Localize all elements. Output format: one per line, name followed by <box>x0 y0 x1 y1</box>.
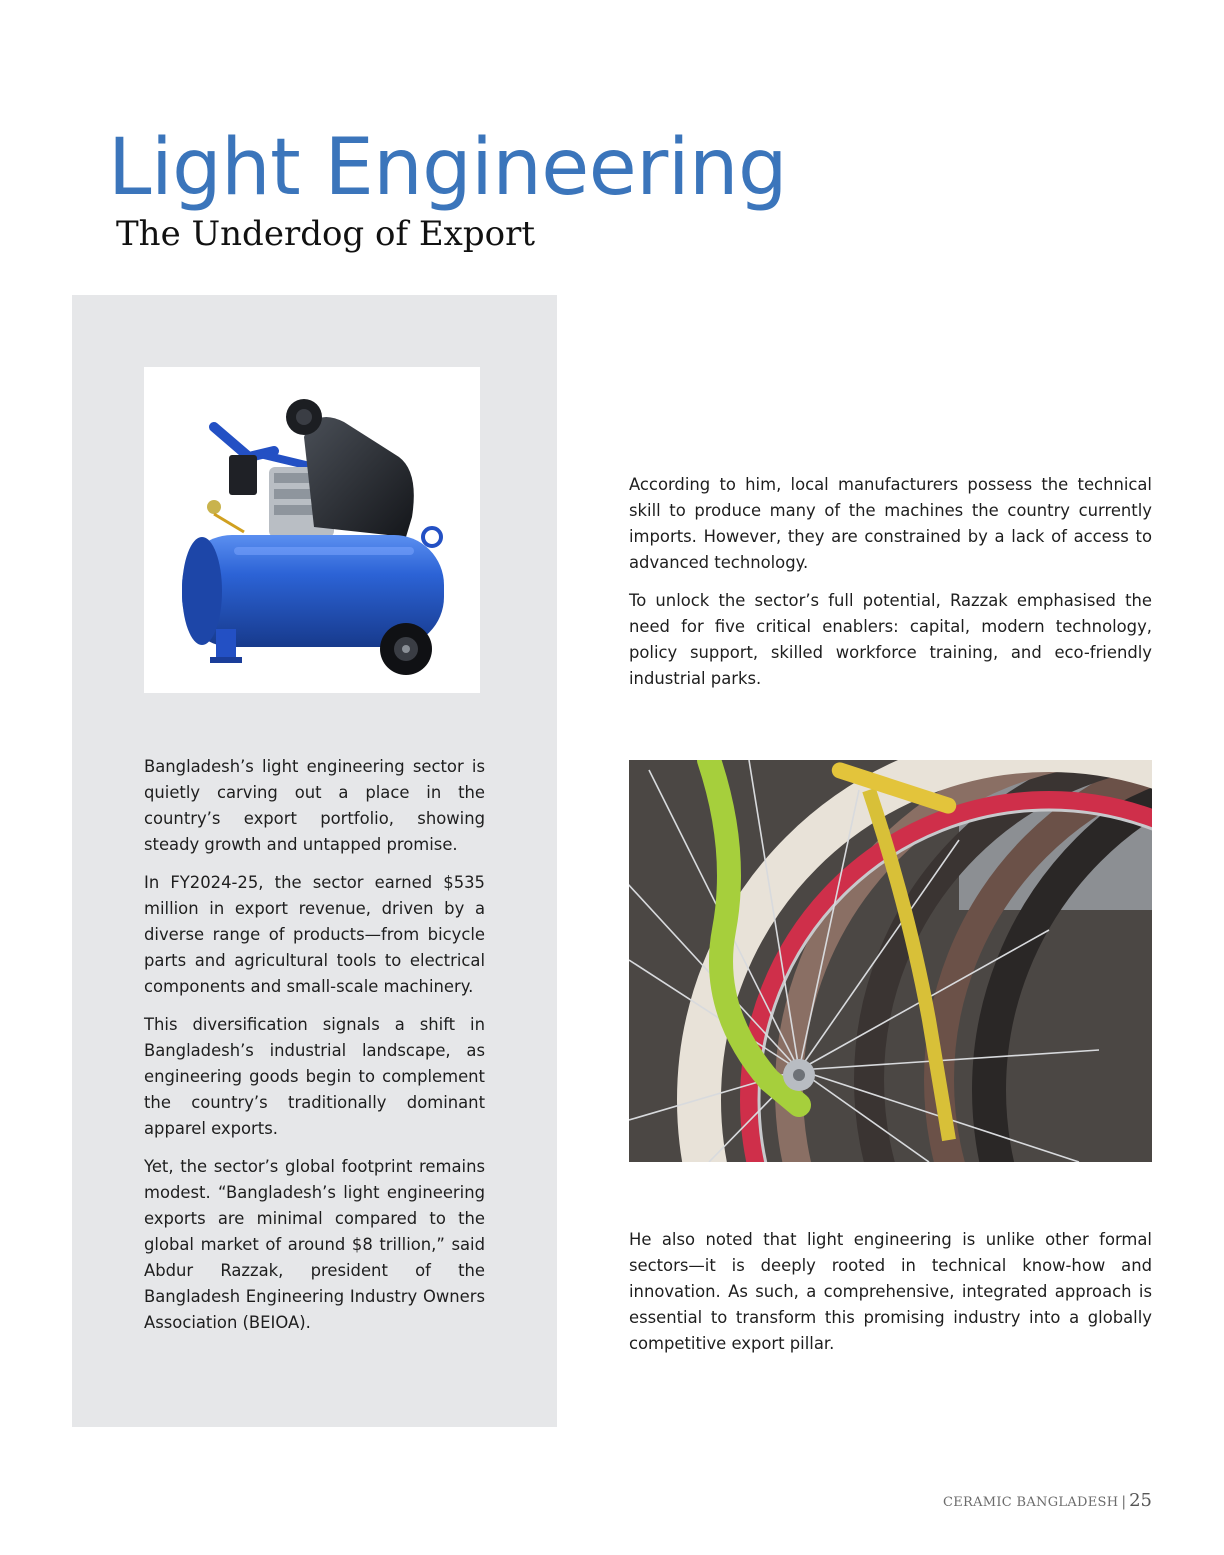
air-compressor-photo <box>144 367 480 693</box>
paragraph: He also noted that light engineering is unlike other formal sectors—it is deeply rooted in technical know-how and innovation. As such, a comprehensive, integrated approach is essential to transform this promising industry into a globally competitive export pillar. <box>629 1230 1152 1353</box>
publication-name: CERAMIC BANGLADESH <box>942 1495 1119 1510</box>
paragraph: According to him, local manufacturers possess the technical skill to produce many of the machines the country currently imports. However, they are constrained by a lack of access to advanced technology. <box>629 475 1152 572</box>
paragraph: This diversification signals a shift in Bangladesh’s industrial landscape, as engineering goods begin to complement the country’s traditionally dominant apparel exports. <box>144 1015 485 1138</box>
paragraph: Yet, the sector’s global footprint remains modest. “Bangladesh’s light engineering exports are minimal compared to the global market of around $8 trillion,” said Abdur Razzak, president of the Bangladesh Engineering Industry Owners Association (BEIOA). <box>144 1157 485 1332</box>
article-title: Light Engineering <box>108 123 787 213</box>
left-column-text <box>144 754 485 1348</box>
page-number: 25 <box>1129 1490 1152 1511</box>
paragraph: To unlock the sector’s full potential, Razzak emphasised the need for five critical enablers: capital, modern technology, policy support, skilled workforce training, and eco-friendly industrial parks. <box>629 591 1152 688</box>
footer-separator: | <box>1121 1494 1127 1510</box>
paragraph: In FY2024-25, the sector earned $535 million in export revenue, driven by a diverse range of products—from bicycle parts and agricultural tools to electrical components and small-scale machinery. <box>144 873 485 996</box>
right-top-text <box>629 472 1152 704</box>
paragraph: Bangladesh’s light engineering sector is quietly carving out a place in the country’s export portfolio, showing steady growth and untapped promise. <box>144 757 485 854</box>
bicycle-wheels-photo <box>629 760 1152 1162</box>
right-bottom-text <box>629 1227 1152 1369</box>
article-subtitle: The Underdog of Export <box>116 214 536 254</box>
page-footer <box>943 1490 1152 1511</box>
